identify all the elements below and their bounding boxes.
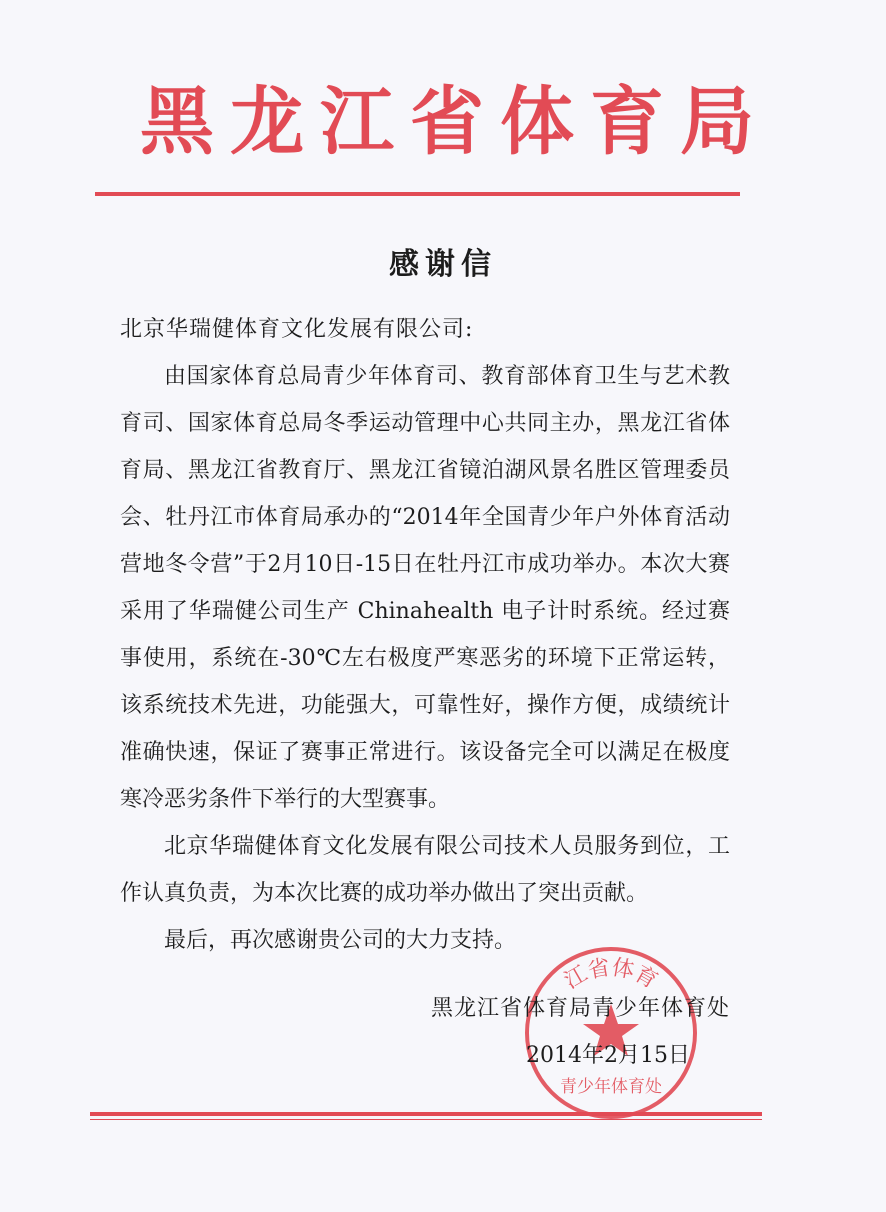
body-paragraph-3: 最后，再次感谢贵公司的大力支持。 — [164, 928, 517, 953]
body-paragraph-2: 北京华瑞健体育文化发展有限公司技术人员服务到位，工作认真负责，为本次比赛的成功举办做出了突出贡献。 — [120, 834, 730, 906]
body-paragraph-1: 由国家体育总局青少年体育司、教育部体育卫生与艺术教育司、国家体育总局冬季运动管理中心共同主办，黑龙江省体育局、黑龙江省教育厅、黑龙江省镜泊湖风景名胜区管理委员会、牡丹江市体育局承办的“2014年全国青少年户外体育活动营地冬令营”于2月10日-15日在牡丹江市成功举办。本次大赛采用了华瑞健公司生产 Chinahealth 电子计时系统。经过赛事使用，系统在-30℃左右极度严寒恶劣的环境下正常运转，该系统技术先进，功能强大，可靠性好，操作方便，成绩统计准确快速，保证了赛事正常进行。该设备完全可以满足在极度寒冷恶劣条件下举行的大型赛事。 — [120, 364, 730, 812]
seal-bottom-text: 青少年体育处 — [560, 1077, 662, 1097]
signature-block — [410, 985, 730, 1079]
letterhead-divider — [95, 192, 740, 196]
footer-divider-thin — [90, 1119, 762, 1120]
signature-date: 2014年2月15日 — [526, 1043, 690, 1068]
footer-divider — [90, 1112, 762, 1116]
letter-body — [120, 306, 730, 964]
letterhead-title: 黑龙江省体育局 — [140, 79, 770, 165]
signature-organization: 黑龙江省体育局青少年体育处 — [430, 996, 730, 1021]
document-title: 感谢信 — [389, 247, 497, 282]
seal-top-text: 江省体育 — [560, 955, 662, 995]
salutation: 北京华瑞健体育文化发展有限公司: — [120, 317, 474, 342]
